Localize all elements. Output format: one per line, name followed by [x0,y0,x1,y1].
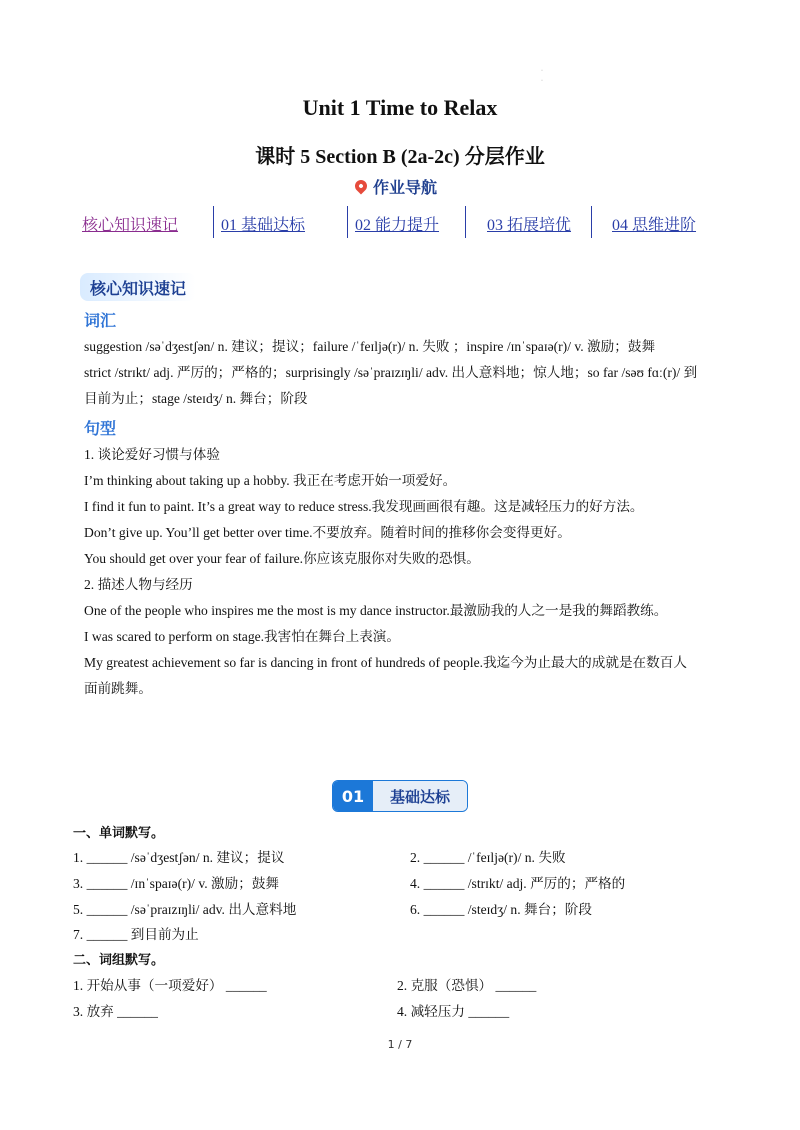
page-number: 1 / 7 [387,1038,413,1051]
nav-link-04[interactable]: 04 思维进阶 [612,217,697,234]
section-01-header [332,780,468,812]
nav-divider [465,206,466,238]
phrase-question: 4. 减轻压力 ______ [397,1004,510,1019]
page-title: Unit 1 Time to Relax [302,95,498,120]
sentence-line: Don’t give up. You’ll get better over time.不要放弃。随着时间的推移你会变得更好。 [84,525,571,540]
word-question: 7. ______ 到目前为止 [73,927,199,942]
nav-divider [347,206,348,238]
vocab-heading: 词汇 [84,311,117,330]
nav-badge-label: 作业导航 [373,177,438,197]
sentence-line: You should get over your fear of failure.你应该克服你对失败的恐惧。 [84,551,480,566]
sentence-line: I was scared to perform on stage.我害怕在舞台上表演。 [84,629,400,644]
part2-heading: 二、词组默写。 [73,953,165,968]
nav-link-03[interactable]: 03 拓展培优 [487,217,572,234]
corner-dots: · · [541,68,543,84]
sentence-heading: 句型 [84,419,117,438]
sentence-line: I’m thinking about taking up a hobby. 我正在考虑开始一项爱好。 [84,473,457,488]
word-question: 2. ______ /ˈfeɪljə(r)/ n. 失败 [410,850,566,865]
vocab-line: suggestion /səˈdʒestʃən/ n. 建议；提议；failure /ˈfeɪljə(r)/ n. 失败 ；inspire /ɪnˈspaɪə(r)/ v. 激励；鼓舞 [84,339,656,354]
sentence-line: 1. 谈论爱好习惯与体验 [84,447,220,462]
nav-link-02[interactable]: 02 能力提升 [355,217,440,234]
vocab-line: 目前为止；stage /steɪdʒ/ n. 舞台；阶段 [84,391,308,406]
nav-badge [355,174,437,198]
nav-divider [591,206,592,238]
vocab-line: strict /strɪkt/ adj. 严厉的；严格的；surprisingly /səˈpraɪzɪŋli/ adv. 出人意料地；惊人地；so far /səʊ fɑː(r)/ 到 [84,365,698,380]
word-question: 1. ______ /səˈdʒestʃən/ n. 建议；提议 [73,850,285,865]
word-question: 3. ______ /ɪnˈspaɪə(r)/ v. 激励；鼓舞 [73,876,280,891]
nav-divider [213,206,214,238]
sentence-line: 面前跳舞。 [84,681,152,696]
homework-nav [78,206,718,238]
word-question: 6. ______ /steɪdʒ/ n. 舞台；阶段 [410,902,592,917]
phrase-question: 2. 克服（恐惧） ______ [397,978,537,993]
sentence-line: 2. 描述人物与经历 [84,577,193,592]
section-number: 01 [333,781,373,811]
word-question: 4. ______ /strɪkt/ adj. 严厉的；严格的 [410,876,626,891]
nav-link-core[interactable]: 核心知识速记 [82,217,179,234]
nav-link-01[interactable]: 01 基础达标 [221,217,306,234]
phrase-question: 1. 开始从事（一项爱好） ______ [73,978,267,993]
core-section-badge: 核心知识速记 [80,273,196,301]
location-pin-icon [353,178,370,195]
word-question: 5. ______ /səˈpraɪzɪŋli/ adv. 出人意料地 [73,902,297,917]
sentence-line: One of the people who inspires me the most is my dance instructor.最激励我的人之一是我的舞蹈教练。 [84,603,668,618]
phrase-question: 3. 放弃 ______ [73,1004,158,1019]
sentence-line: I find it fun to paint. It’s a great way to reduce stress.我发现画画很有趣。这是减轻压力的好方法。 [84,499,644,514]
sentence-line: My greatest achievement so far is dancing in front of hundreds of people.我迄今为止最大的成就是在数百人 [84,655,687,670]
section-label: 基础达标 [373,781,467,811]
page-subtitle: 课时 5 Section B (2a-2c) 分层作业 [255,146,545,168]
part1-heading: 一、单词默写。 [73,826,165,841]
